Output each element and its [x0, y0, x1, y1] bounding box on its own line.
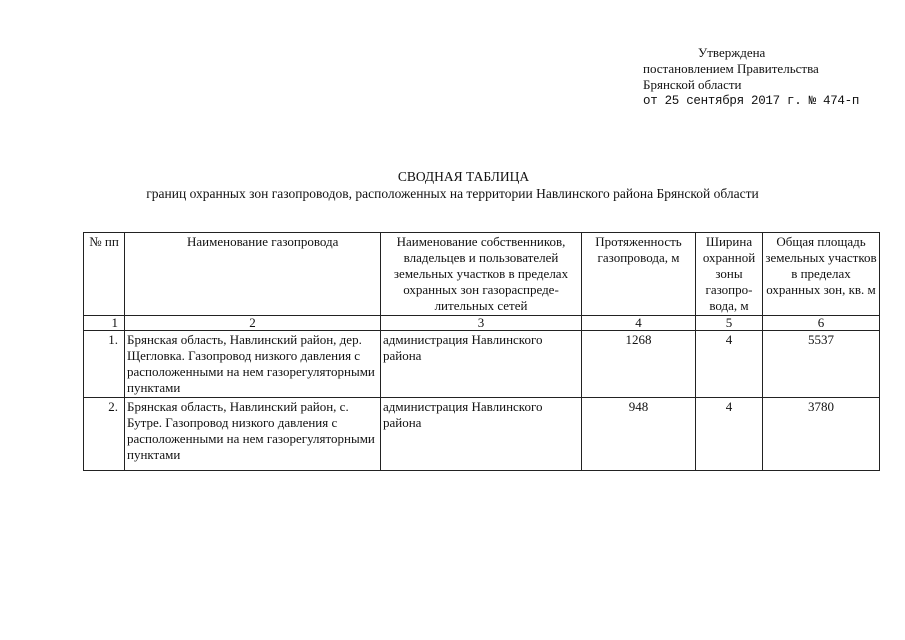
- approval-stamp: [643, 45, 859, 109]
- length-cell: 948: [582, 398, 696, 471]
- zone-width-cell: 4: [696, 398, 763, 471]
- summary-table: [83, 232, 880, 471]
- header-length: Протяженность газопровода, м: [582, 233, 696, 316]
- length-cell: 1268: [582, 331, 696, 398]
- document-heading: [0, 168, 905, 202]
- approval-line-region: Брянской области: [643, 77, 742, 92]
- document-subtitle: границ охранных зон газопроводов, расположенных на территории Навлинского района Брянской области: [146, 186, 759, 201]
- header-total-area: Общая площадь земельных участков в пределах охранных зон, кв. м: [763, 233, 880, 316]
- column-number: 3: [381, 316, 582, 331]
- column-number-row: [84, 316, 880, 331]
- approval-line-approved: Утверждена: [698, 45, 766, 60]
- table-row: [84, 331, 880, 398]
- header-pipeline-name: Наименование газопровода: [125, 233, 381, 316]
- column-number: 4: [582, 316, 696, 331]
- owner-cell: администрация Навлинского района: [381, 398, 582, 471]
- row-number: 1.: [84, 331, 125, 398]
- column-number: 1: [84, 316, 125, 331]
- document-title: СВОДНАЯ ТАБЛИЦА: [397, 169, 530, 184]
- header-number: № пп: [84, 233, 125, 316]
- owner-cell: администрация Навлинского района: [381, 331, 582, 398]
- row-number: 2.: [84, 398, 125, 471]
- column-number: 5: [696, 316, 763, 331]
- header-owners: Наименование собственников, владельцев и пользователей земельных участков в пределах охранных зон газораспреде-лительных сетей: [381, 233, 582, 316]
- pipeline-name-cell: Брянская область, Навлинский район, с. Бутре. Газопровод низкого давления с расположенными на нем газорегуляторными пунктами: [125, 398, 381, 471]
- column-number: 2: [125, 316, 381, 331]
- approval-line-date-number: от 25 сентября 2017 г. № 474-п: [643, 94, 860, 108]
- zone-width-cell: 4: [696, 331, 763, 398]
- area-cell: 3780: [763, 398, 880, 471]
- column-number: 6: [763, 316, 880, 331]
- header-zone-width: Ширина охранной зоны газопро-вода, м: [696, 233, 763, 316]
- approval-line-resolution: постановлением Правительства: [643, 61, 819, 76]
- pipeline-name-cell: Брянская область, Навлинский район, дер. Щегловка. Газопровод низкого давления с расположенными на нем газорегуляторными пунктами: [125, 331, 381, 398]
- area-cell: 5537: [763, 331, 880, 398]
- table-header-row: [84, 233, 880, 316]
- table-row: [84, 398, 880, 471]
